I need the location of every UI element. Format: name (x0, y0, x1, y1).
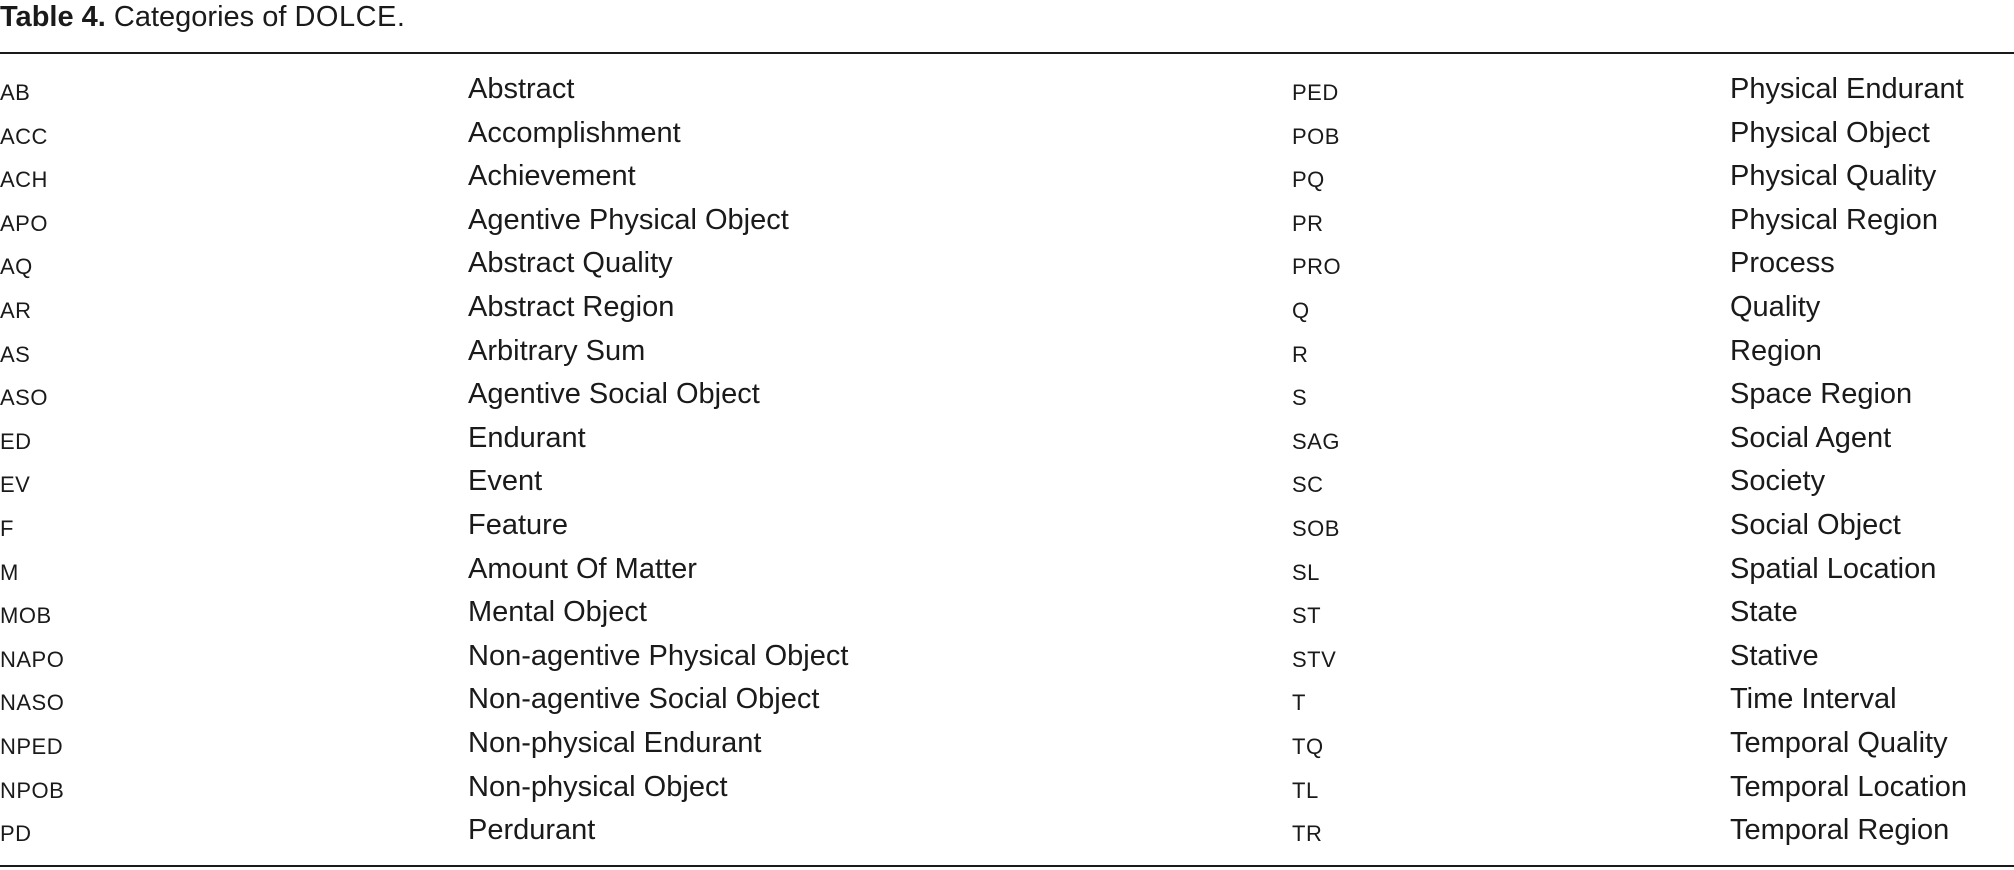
caption-ontology-name: DOLCE (294, 1, 397, 33)
left-name-cell: Abstract (468, 73, 575, 105)
left-abbr-cell: ar (0, 289, 32, 325)
right-abbr-cell: sc (1292, 464, 1324, 500)
right-name-cell: Quality (1730, 290, 1821, 323)
table-row (0, 504, 2014, 548)
left-name-cell: Achievement (468, 160, 636, 193)
left-abbr-cell: aso (0, 377, 48, 413)
right-abbr-cell: ped (1292, 72, 1339, 107)
right-name-cell: Temporal Quality (1730, 726, 1948, 759)
table-row (0, 591, 2014, 635)
right-abbr-cell: t (1292, 682, 1306, 718)
left-name-cell: Mental Object (468, 596, 647, 629)
left-name-cell: Endurant (468, 421, 586, 454)
categories-table (0, 68, 2014, 853)
left-name-cell: Abstract Region (468, 290, 675, 323)
right-name-cell: Society (1730, 465, 1826, 498)
left-name-cell: Abstract Quality (468, 247, 673, 280)
left-abbr-cell: ach (0, 159, 48, 195)
right-name-cell: Temporal Region (1730, 814, 1950, 847)
right-name-cell: Space Region (1730, 378, 1913, 411)
right-abbr-cell: pq (1292, 159, 1325, 195)
right-name-cell: Stative (1730, 639, 1819, 672)
left-abbr-cell: ab (0, 72, 31, 107)
right-abbr-cell: pro (1292, 246, 1342, 282)
right-name-cell: Social Agent (1730, 421, 1892, 454)
right-abbr-cell: r (1292, 333, 1309, 369)
left-abbr-cell: m (0, 551, 19, 587)
left-name-cell: Non-agentive Social Object (468, 683, 820, 716)
table-row (0, 809, 2014, 853)
left-name-cell: Arbitrary Sum (468, 334, 646, 367)
right-name-cell: Physical Object (1730, 116, 1930, 149)
left-name-cell: Non-agentive Physical Object (468, 639, 849, 672)
right-abbr-cell: pr (1292, 202, 1324, 238)
left-abbr-cell: mob (0, 595, 52, 631)
left-abbr-cell: aq (0, 246, 33, 282)
left-abbr-cell: nped (0, 725, 64, 761)
right-abbr-cell: tl (1292, 769, 1319, 805)
right-name-cell: Physical Region (1730, 203, 1938, 236)
left-name-cell: Event (468, 465, 543, 498)
right-name-cell: Time Interval (1730, 683, 1897, 716)
table-row (0, 68, 2014, 112)
table-label: Table 4. (0, 1, 106, 33)
right-name-cell: Temporal Location (1730, 770, 1967, 803)
table-caption (0, 0, 405, 40)
left-name-cell: Non-physical Endurant (468, 726, 762, 759)
table-row (0, 460, 2014, 504)
table-row (0, 286, 2014, 330)
left-abbr-cell: ed (0, 420, 32, 456)
left-name-cell: Amount Of Matter (468, 552, 697, 585)
right-abbr-cell: sl (1292, 551, 1320, 587)
table-row (0, 548, 2014, 592)
left-name-cell: Feature (468, 508, 568, 541)
table-row (0, 635, 2014, 679)
right-abbr-cell: sob (1292, 507, 1340, 543)
right-abbr-cell: s (1292, 377, 1308, 413)
table-row (0, 678, 2014, 722)
left-name-cell: Perdurant (468, 814, 596, 847)
table-row (0, 330, 2014, 374)
table-row (0, 242, 2014, 286)
left-abbr-cell: apo (0, 202, 48, 238)
table-row (0, 373, 2014, 417)
right-abbr-cell: pob (1292, 115, 1340, 151)
right-name-cell: Physical Endurant (1730, 73, 1964, 105)
table-row (0, 199, 2014, 243)
left-name-cell: Non-physical Object (468, 770, 728, 803)
left-abbr-cell: naso (0, 682, 65, 718)
top-rule (0, 52, 2014, 54)
bottom-rule (0, 865, 2014, 867)
left-abbr-cell: f (0, 507, 14, 543)
right-abbr-cell: tq (1292, 725, 1324, 761)
left-abbr-cell: acc (0, 115, 48, 151)
right-name-cell: Social Object (1730, 508, 1901, 541)
right-abbr-cell: sag (1292, 420, 1340, 456)
right-name-cell: State (1730, 596, 1798, 629)
left-abbr-cell: ev (0, 464, 31, 500)
right-name-cell: Process (1730, 247, 1835, 280)
left-name-cell: Agentive Social Object (468, 378, 760, 411)
caption-text: Categories of (113, 1, 287, 33)
right-abbr-cell: stv (1292, 638, 1337, 674)
left-abbr-cell: npob (0, 769, 65, 805)
left-abbr-cell: napo (0, 638, 65, 674)
left-abbr-cell: pd (0, 813, 32, 849)
left-name-cell: Accomplishment (468, 116, 681, 149)
table-row (0, 722, 2014, 766)
right-abbr-cell: st (1292, 595, 1322, 631)
caption-end: . (396, 1, 405, 33)
table-row (0, 766, 2014, 810)
table-row (0, 155, 2014, 199)
right-name-cell: Region (1730, 334, 1822, 367)
left-name-cell: Agentive Physical Object (468, 203, 789, 236)
table-row (0, 417, 2014, 461)
right-name-cell: Physical Quality (1730, 160, 1937, 193)
left-abbr-cell: as (0, 333, 31, 369)
table-row (0, 112, 2014, 156)
right-abbr-cell: tr (1292, 813, 1323, 849)
right-abbr-cell: q (1292, 289, 1310, 325)
right-name-cell: Spatial Location (1730, 552, 1937, 585)
